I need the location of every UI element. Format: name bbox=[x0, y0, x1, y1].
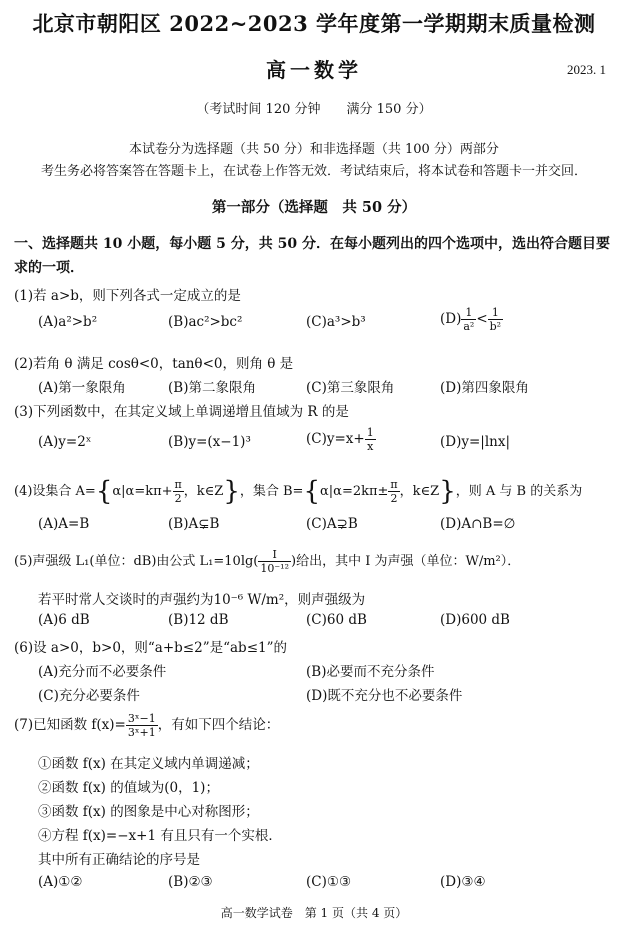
section-instruction: 一、选择题共 10 小题，每小题 5 分，共 50 分．在每小题列出的四个选项中，选出符合题目要求的一项． bbox=[14, 236, 610, 276]
q4-option-d: (D)A∩B=∅ bbox=[440, 516, 516, 532]
q6-option-d: (D)既不充分也不必要条件 bbox=[306, 688, 463, 704]
subject-title: 高一数学 bbox=[266, 58, 362, 82]
q6-option-b: (B)必要而不充分条件 bbox=[306, 664, 435, 680]
q1-d-frac-2 bbox=[488, 306, 503, 333]
q5-option-a: (A)6 dB bbox=[38, 612, 90, 628]
time-info: （考试时间 120 分钟 满分 150 分） bbox=[196, 102, 432, 117]
q1-option-d bbox=[440, 306, 503, 333]
q3-c-prefix: (C)y=x+ bbox=[306, 431, 365, 447]
q5-option-c: (C)60 dB bbox=[306, 612, 367, 628]
set-a-cond: ，k∈Z bbox=[183, 484, 224, 499]
q4-option-a: (A)A=B bbox=[38, 516, 90, 532]
q7-stem-part-2: ，有如下四个结论： bbox=[157, 717, 280, 733]
q1-option-a: (A)a²>b² bbox=[38, 314, 98, 330]
question-2-stem: (2)若角 θ 满足 cosθ<0，tanθ<0，则角 θ 是 bbox=[14, 356, 294, 372]
frac-num: π bbox=[390, 478, 398, 491]
q2-option-c: (C)第三象限角 bbox=[306, 380, 395, 396]
question-5-line-2: 若平时常人交谈时的声强约为10⁻⁶ W/m²，则声强级为 bbox=[38, 592, 366, 608]
frac-den: a² bbox=[463, 320, 475, 333]
part-one-title: 第一部分（选择题 共 50 分） bbox=[211, 199, 417, 216]
q7-option-a: (A)①② bbox=[38, 874, 83, 890]
question-3-stem: (3)下列函数中，在其定义域上单调递增且值域为 R 的是 bbox=[14, 404, 349, 420]
intro-line-2: 考生务必将答案答在答题卡上，在试卷上作答无效．考试结束后，将本试卷和答题卡一并交回． bbox=[40, 164, 587, 179]
q1-d-frac-1 bbox=[461, 306, 476, 333]
frac-den: b² bbox=[489, 320, 502, 333]
brace-open-a: { bbox=[95, 476, 113, 507]
q3-option-c bbox=[306, 426, 376, 453]
frac-den: 2 bbox=[174, 492, 182, 505]
q7-conclusion-3: ③函数 f(x) 的图象是中心对称图形； bbox=[38, 804, 259, 820]
question-4-stem bbox=[14, 478, 582, 505]
q6-option-a: (A)充分而不必要条件 bbox=[38, 664, 167, 680]
q3-c-frac bbox=[365, 426, 376, 453]
question-7-stem bbox=[14, 712, 279, 739]
q7-conclusion-2: ②函数 f(x) 的值域为(0，1)； bbox=[38, 780, 219, 796]
q1-option-b: (B)ac²>bc² bbox=[168, 314, 243, 330]
q7-option-c: (C)①③ bbox=[306, 874, 352, 890]
frac-num: 1 bbox=[366, 426, 374, 439]
q7-frac bbox=[126, 712, 158, 739]
question-5-stem bbox=[14, 548, 520, 575]
q2-option-b: (B)第二象限角 bbox=[168, 380, 256, 396]
frac-den: 2 bbox=[390, 492, 398, 505]
q6-option-c: (C)充分必要条件 bbox=[38, 688, 140, 704]
q3-option-d: (D)y=|lnx| bbox=[440, 434, 511, 450]
q3-option-a: (A)y=2ˣ bbox=[38, 434, 92, 450]
set-b-cond: ，k∈Z bbox=[399, 484, 440, 499]
frac-num: 1 bbox=[461, 306, 476, 320]
q2-option-a: (A)第一象限角 bbox=[38, 380, 126, 396]
exam-date: 2023. 1 bbox=[567, 62, 606, 77]
q1-option-c: (C)a³>b³ bbox=[306, 314, 366, 330]
q4-stem-part-2: ，集合 B= bbox=[239, 484, 304, 499]
q7-option-b: (B)②③ bbox=[168, 874, 213, 890]
frac-num: 1 bbox=[488, 306, 503, 320]
frac-den: x bbox=[367, 440, 374, 453]
pi-over-2-b bbox=[388, 478, 399, 505]
set-b-def: α|α=2kπ± bbox=[320, 484, 389, 499]
q1-d-prefix: (D) bbox=[440, 311, 462, 327]
q7-conclusion-1: ①函数 f(x) 在其定义域内单调递减； bbox=[38, 756, 259, 772]
q7-question: 其中所有正确结论的序号是 bbox=[38, 852, 200, 868]
q5-stem-part-2: )给出，其中 I 为声强（单位：W/m²）． bbox=[291, 554, 521, 569]
q5-option-b: (B)12 dB bbox=[168, 612, 229, 628]
q4-option-c: (C)A⊋B bbox=[306, 516, 358, 532]
set-a-def: α|α=kπ+ bbox=[112, 484, 173, 499]
brace-close-a: } bbox=[223, 476, 240, 507]
page-footer: 高一数学试卷 第 1 页（共 4 页） bbox=[220, 906, 408, 920]
question-1-stem: (1)若 a>b，则下列各式一定成立的是 bbox=[14, 288, 241, 304]
less-than: < bbox=[476, 311, 488, 327]
q5-option-d: (D)600 dB bbox=[440, 612, 510, 628]
frac-num: 3ˣ−1 bbox=[127, 712, 156, 725]
q4-option-b: (B)A⊊B bbox=[168, 516, 220, 532]
q7-stem-part-1: (7)已知函数 f(x)= bbox=[14, 717, 126, 733]
q3-option-b: (B)y=(x−1)³ bbox=[168, 434, 251, 450]
q7-conclusion-4: ④方程 f(x)=−x+1 有且只有一个实根． bbox=[38, 828, 282, 844]
q5-frac bbox=[258, 548, 291, 575]
question-6-stem: (6)设 a>0，b>0，则“a+b≤2”是“ab≤1”的 bbox=[14, 640, 288, 656]
exam-title: 北京市朝阳区 2022~2023 学年度第一学期期末质量检测 bbox=[32, 11, 596, 36]
pi-over-2-a bbox=[173, 478, 184, 505]
brace-close-b: } bbox=[439, 476, 456, 507]
q7-option-d: (D)③④ bbox=[440, 874, 486, 890]
intro-line-1: 本试卷分为选择题（共 50 分）和非选择题（共 100 分）两部分 bbox=[129, 142, 499, 157]
frac-num: I bbox=[258, 548, 291, 562]
q4-stem-part-3: ，则 A 与 B 的关系为 bbox=[455, 484, 583, 499]
brace-open-b: { bbox=[303, 476, 320, 507]
frac-den: 10⁻¹² bbox=[260, 562, 289, 575]
frac-num: π bbox=[174, 478, 182, 491]
frac-den: 3ˣ+1 bbox=[127, 726, 156, 739]
q4-stem-part-1: (4)设集合 A= bbox=[14, 484, 96, 499]
q2-option-d: (D)第四象限角 bbox=[440, 380, 529, 396]
q5-stem-part-1: (5)声强级 L₁(单位：dB)由公式 L₁=10lg( bbox=[14, 554, 259, 569]
